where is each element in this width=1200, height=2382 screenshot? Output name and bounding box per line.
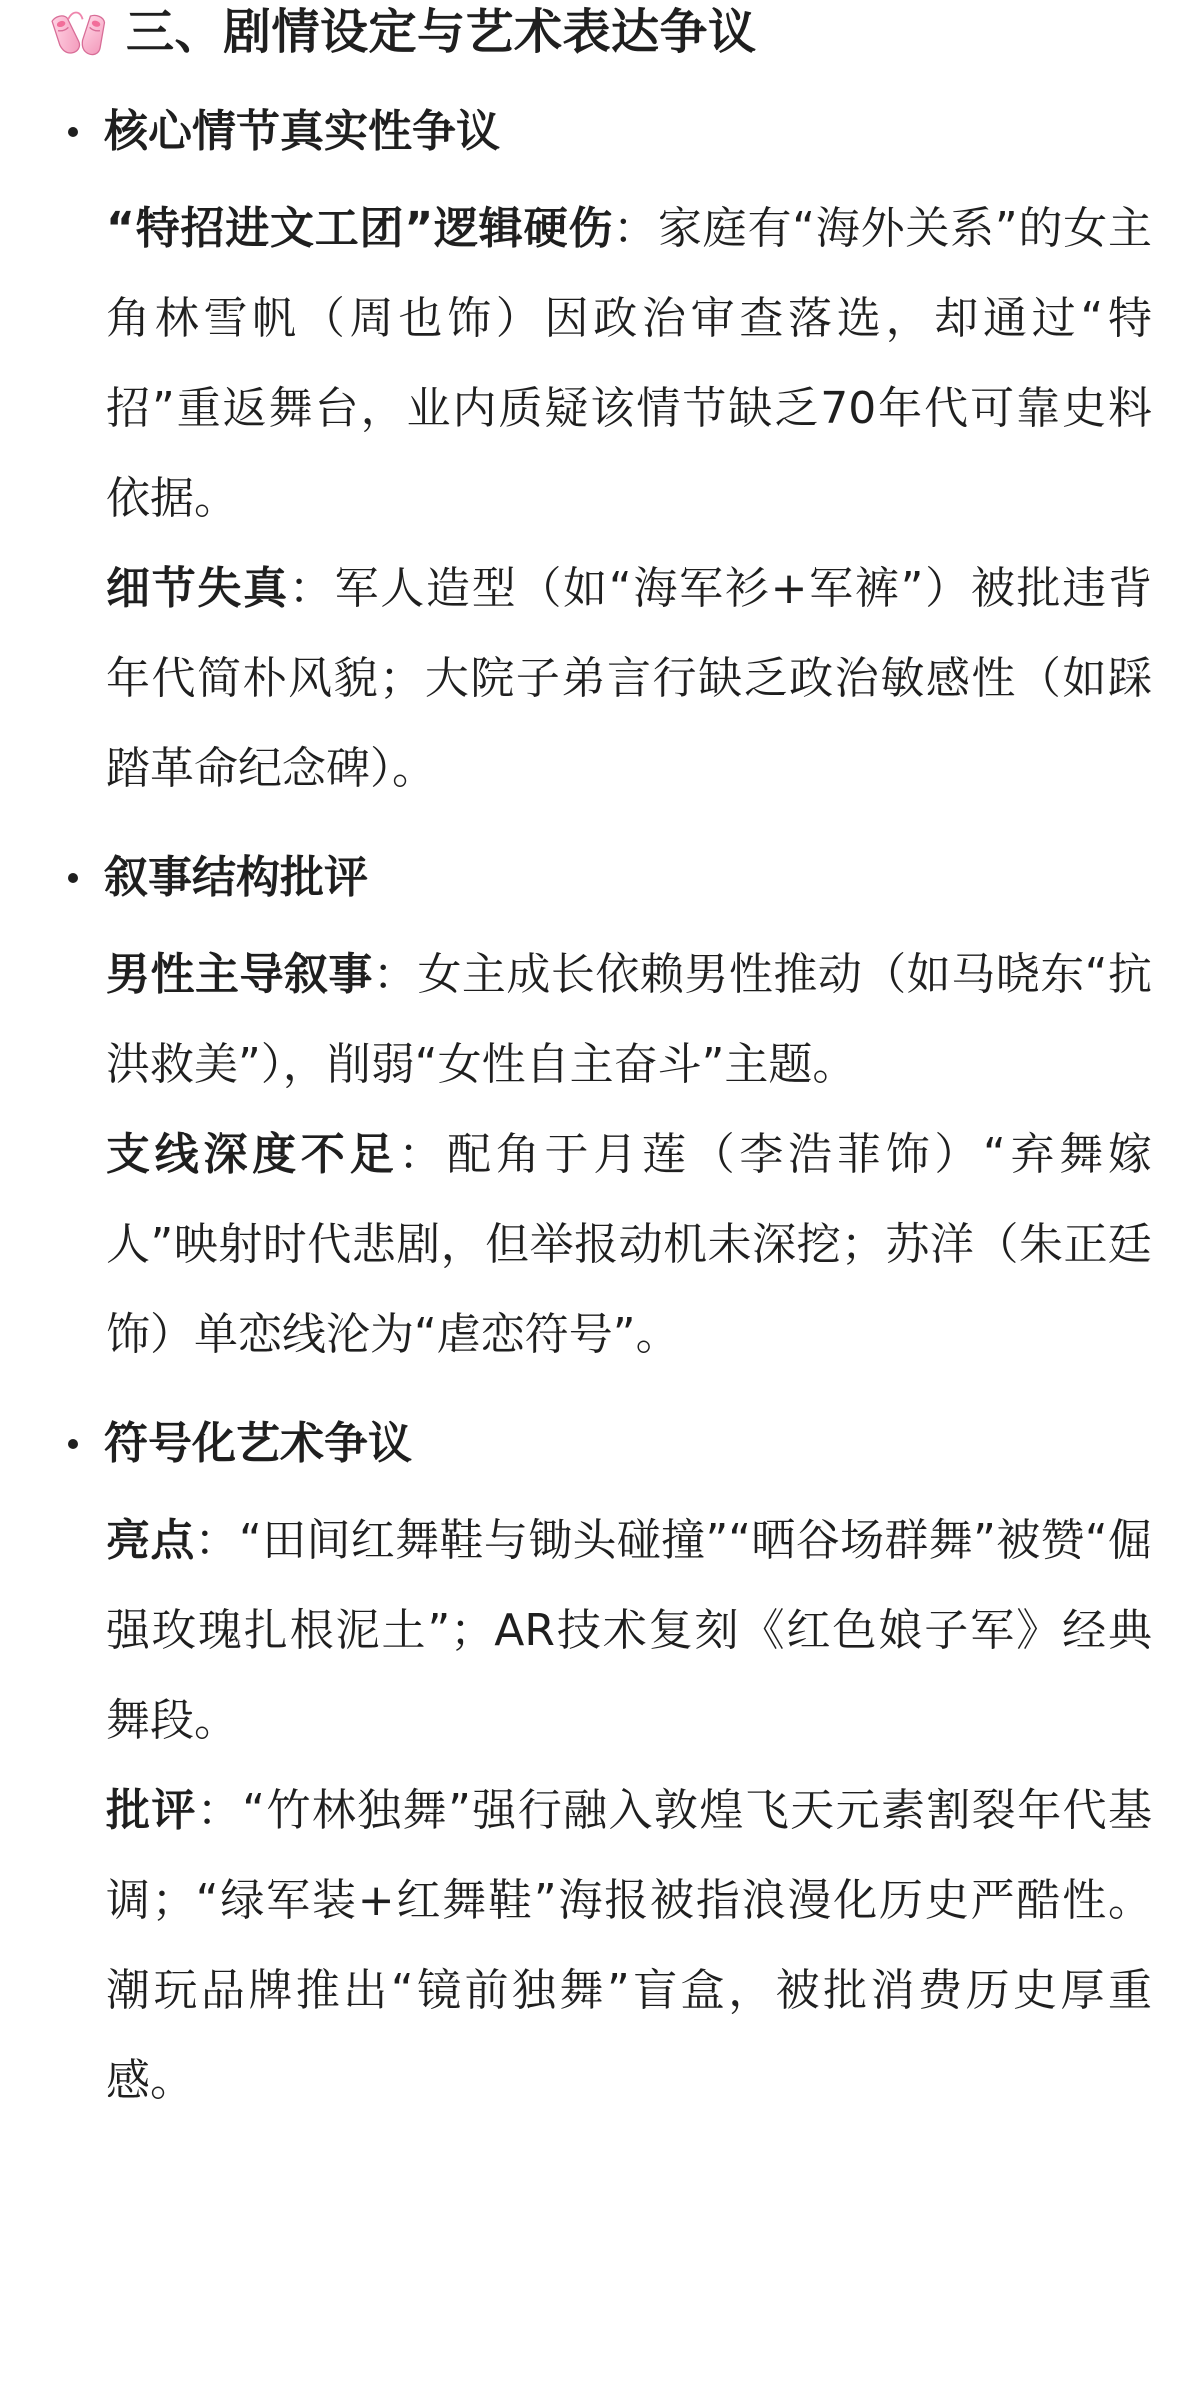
paragraph-label: “特招进文工团”逻辑硬伤 <box>106 203 614 254</box>
page-title: 三、剧情设定与艺术表达争议 <box>126 4 757 60</box>
paragraph-label: 批评 <box>106 1785 197 1836</box>
section-narrative-structure <box>50 848 1152 1380</box>
paragraph <box>106 1496 1152 1766</box>
bullet-item <box>50 102 1152 162</box>
paragraph-text: 军人造型（如“海军衫+军裤”）被批违背年代简朴风貌；大院子弟言行缺乏政治敏感性（如踩踏革命纪念碑）。 <box>106 563 1152 794</box>
paragraph-label: 细节失真 <box>106 563 289 614</box>
section-symbolic-art <box>50 1414 1152 2126</box>
bullet-dot <box>68 1439 78 1449</box>
paragraph-text: 配角于月莲（李浩菲饰）“弃舞嫁人”映射时代悲剧，但举报动机未深挖；苏洋（朱正廷饰）单恋线沦为“虐恋符号”。 <box>106 1129 1153 1360</box>
paragraph-text: “田间红舞鞋与锄头碰撞”“晒谷场群舞”被赞“倔强玫瑰扎根泥土”；AR技术复刻《红色娘子军》经典舞段。 <box>106 1515 1153 1746</box>
section-core-plot <box>50 102 1152 814</box>
paragraph <box>106 1110 1152 1380</box>
paragraph-separator: ： <box>398 1129 448 1180</box>
paragraph-separator: ： <box>194 1515 240 1566</box>
paragraph-label: 男性主导叙事 <box>106 949 373 1000</box>
paragraph-label: 亮点 <box>106 1515 195 1566</box>
bullet-item <box>50 848 1152 908</box>
bullet-dot <box>68 127 78 137</box>
paragraph-label: 支线深度不足 <box>106 1129 399 1180</box>
paragraph-separator: ： <box>613 203 658 254</box>
bullet-title: 叙事结构批评 <box>104 852 368 903</box>
paragraph <box>106 1766 1152 2126</box>
paragraph-separator: ： <box>372 949 418 1000</box>
paragraph <box>106 544 1152 814</box>
paragraph-text: 家庭有“海外关系”的女主角林雪帆（周也饰）因政治审查落选，却通过“特招”重返舞台，业内质疑该情节缺乏70年代可靠史料依据。 <box>106 203 1153 524</box>
paragraph-text: 女主成长依赖男性推动（如马晓东“抗洪救美”），削弱“女性自主奋斗”主题。 <box>106 949 1153 1090</box>
bullet-title: 核心情节真实性争议 <box>104 106 500 157</box>
paragraph <box>106 184 1152 544</box>
bullet-title: 符号化艺术争议 <box>104 1418 412 1469</box>
paragraph-separator: ： <box>196 1785 243 1836</box>
bullet-item <box>50 1414 1152 1474</box>
paragraph-separator: ： <box>288 563 335 614</box>
section-heading <box>50 0 1152 64</box>
paragraph <box>106 930 1152 1110</box>
bullet-dot <box>68 873 78 883</box>
paragraph-text: “竹林独舞”强行融入敦煌飞天元素割裂年代基调；“绿军装+红舞鞋”海报被指浪漫化历史严酷性。潮玩品牌推出“镜前独舞”盲盒，被批消费历史厚重感。 <box>106 1785 1153 2106</box>
ballet-shoes-icon <box>50 3 108 61</box>
